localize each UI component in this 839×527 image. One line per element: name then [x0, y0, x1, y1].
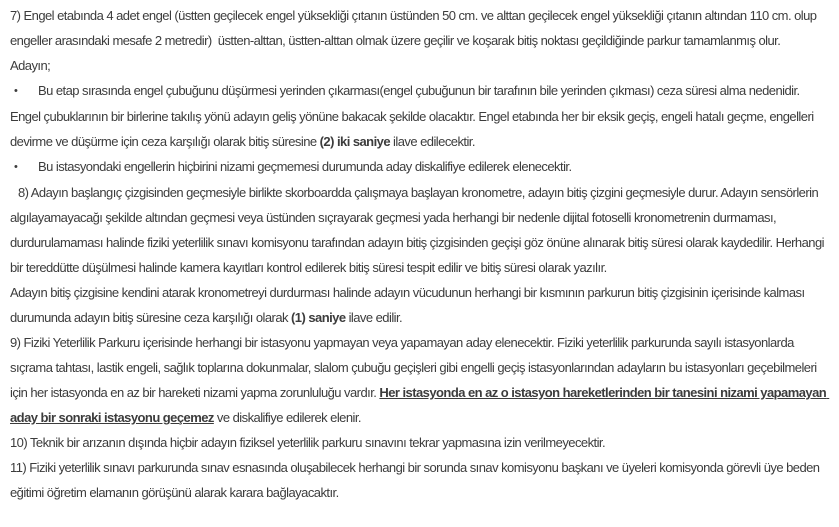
item-11 — [10, 455, 831, 505]
text-run: (2) iki saniye — [319, 134, 390, 149]
text-run: Adayın; — [10, 58, 51, 73]
text-run: ve diskalifiye edilerek elenir. — [213, 410, 361, 425]
adayin-heading — [10, 53, 831, 78]
item-9 — [10, 330, 831, 430]
text-run: Adayın bitiş çizgisine kendini atarak kronometreyi durdurması halinde adayın vücudunun herhangi bir kısmının parkurun bitiş çizgisinin içerisinde kalması durumunda adayın bitiş süresine ceza karşılığı olarak — [10, 285, 808, 325]
text-run: Her istasyonda en az o istasyon hareketlerinden bir tanesini nizami yapamayan aday bir sonraki istasyonu geçemez — [10, 385, 830, 425]
text-run: 9) Fiziki Yeterlilik Parkuru içerisinde herhangi bir istasyonu yapmayan veya yapamayan aday elenecektir. Fiziki yeterlilik parkurunda sayılı istasyonlarda sıçrama tahtası, lastik engeli, sağlık toplarına dokunmalar, slalom çubuğu geçişleri gibi engelli geçiş istasyonlarından adayların bu istasyonları geçebilmeleri için her istasyonda en az bir hareketi nizami yapma zorunluluğu vardır. — [10, 335, 820, 400]
text-run: 7) Engel etabında 4 adet engel (üstten geçilecek engel yüksekliği çıtanın üstünden 50 cm. ve alttan geçilecek engel yüksekliği çıtanın altından 110 cm. olup engeller arasındaki mesafe 2 metredir) üstten-alttan, üstten-alttan olmak üzere geçilir ve koşarak bitiş noktası geçildiğinde parkur tamamlanmış olur. — [10, 8, 820, 48]
text-run: Bu istasyondaki engellerin hiçbirini nizami geçmemesi durumunda aday diskalifiye edilerek elenecektir. — [38, 159, 572, 174]
item-8 — [10, 180, 831, 280]
text-run: Bu etap sırasında engel çubuğunu düşürmesi yerinden çıkarması(engel çubuğunun bir tarafının bile yerinden çıkması) ceza süresi alma nedenidir. Engel çubuklarının bir birlerine takılış yönü adayın geliş yönüne bakacak şekilde olacaktır. Engel etabında her bir eksik geçiş, engeli hatalı geçme, engelleri devirme ve düşürme için ceza karşılığı olarak bitiş süresine — [10, 83, 817, 149]
text-run: ilave edilecektir. — [390, 134, 475, 149]
bullet-penalty-rules — [10, 78, 831, 154]
item-7 — [10, 3, 831, 53]
bullet-icon: • — [14, 85, 18, 97]
bullet-disqualification — [10, 154, 831, 180]
text-run: ilave edilir. — [345, 310, 403, 325]
text-run: 10) Teknik bir arızanın dışında hiçbir adayın fiziksel yeterlilik parkuru sınavını tekrar yapmasına izin verilmeyecektir. — [10, 435, 606, 450]
text-run: 11) Fiziki yeterlilik sınavı parkurunda sınav esnasında oluşabilecek herhangi bir sorunda sınav komisyonu başkanı ve üyeleri komisyonda görevli üye beden eğitimi öğretim elamanın görüşünü alarak karara bağlayacaktır. — [10, 460, 823, 500]
item-10 — [10, 430, 831, 455]
text-run: 8) Adayın başlangıç çizgisinden geçmesiyle birlikte skorboardda çalışmaya başlayan kronometre, adayın bitiş çizgini geçmesiyle durur. Adayın sensörlerin algılayamayacağı şekilde altından geçmesi veya üstünden sıçrayarak geçmesi yada herhangi bir nedenle dijital fotoselli kronometrenin durmaması, durdurulamaması halinde fiziki yeterlilik sınavı komisyonu tarafından adayın bitiş çizgisinden geçişi göz önüne alınarak bitiş süresi olarak kaydedilir. Herhangi bir tereddütte düşülmesi halinde kamera kayıtları kontrol edilerek bitiş süresi tespit edilir ve bitiş süresi olarak yazılır. — [10, 185, 828, 275]
item-8-finish-line-rule — [10, 280, 831, 330]
text-run: (1) saniye — [291, 310, 346, 325]
bullet-icon: • — [14, 161, 18, 173]
